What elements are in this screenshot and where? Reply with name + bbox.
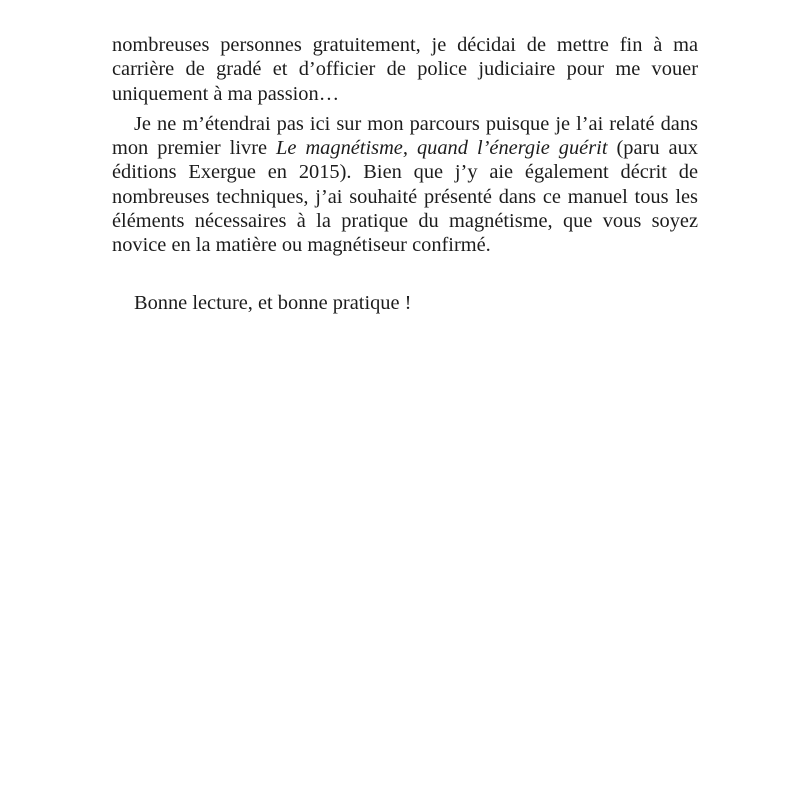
document-page [112,33,698,315]
paragraph-background-text-start: Je ne m’étendrai pas ici sur mon parcours puisque je l’ai relaté dans mon premier livre [112,112,698,160]
paragraph-background-text-end: (paru aux éditions Exergue en 2015). Bien que j’y aie également décrit de nombreuses techniques, j’ai souhaité présenté dans ce manuel tous les éléments nécessaires à la pratique du magnétisme, que vous soyez novice en la matière ou magnétiseur confirmé. [112,137,698,257]
paragraph-continuation: nombreuses personnes gratuitement, je décidai de mettre fin à ma carrière de gradé et d’officier de police judiciaire pour me vouer uniquement à ma passion… [112,34,698,105]
closing-line: Bonne lecture, et bonne pratique ! [134,291,412,314]
paragraph-background [112,112,698,258]
book-title: Le magnétisme, quand l’énergie guérit [276,137,608,160]
